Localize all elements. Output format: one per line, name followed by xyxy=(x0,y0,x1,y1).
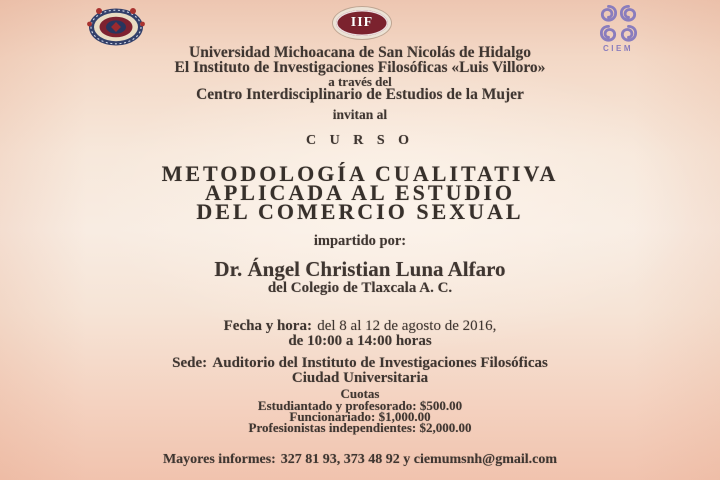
course-title-line3: DEL COMERCIO SEXUAL xyxy=(196,199,524,224)
course-title-line1: METODOLOGÍA CUALITATIVA xyxy=(161,161,559,186)
contact-line xyxy=(0,452,720,468)
date-value: del 8 al 12 de agosto de 2016, xyxy=(317,318,497,334)
fee-item-independents: Profesionistas independientes: $2,000.00 xyxy=(248,420,472,435)
ciem-spirals-icon xyxy=(594,4,642,43)
university-name: Universidad Michoacana de San Nicolás de Hidalgo xyxy=(189,44,531,61)
iif-logo-icon xyxy=(333,7,391,39)
umsnh-crest-icon xyxy=(86,3,146,49)
instructor-intro: impartido por: xyxy=(313,233,407,249)
time-line: de 10:00 a 14:00 horas xyxy=(288,333,432,349)
venue-value: Auditorio del Instituto de Investigaciones Filosóficas xyxy=(212,355,548,371)
iif-logo-label: IIF xyxy=(350,15,374,30)
course-title-line2: APLICADA AL ESTUDIO xyxy=(204,180,516,205)
venue-label: Sede: xyxy=(172,355,208,371)
ciem-logo-label: CIEM xyxy=(603,44,633,53)
instructor-name: Dr. Ángel Christian Luna Alfaro xyxy=(214,257,506,281)
center-name: Centro Interdisciplinario de Estudios de la Mujer xyxy=(196,86,524,103)
fees-heading: Cuotas xyxy=(340,386,380,401)
through-text: a través del xyxy=(328,74,392,89)
course-kicker: C U R S O xyxy=(305,133,414,148)
venue-city: Ciudad Universitaria xyxy=(291,370,429,386)
institute-name: El Instituto de Investigaciones Filosóficas «Luis Villoro» xyxy=(174,59,546,76)
invite-text: invitan al xyxy=(332,107,388,122)
fee-item-students: Estudiantado y profesorado: $500.00 xyxy=(257,398,463,413)
date-label: Fecha y hora: xyxy=(223,318,312,334)
instructor-affiliation: del Colegio de Tlaxcala A. C. xyxy=(267,280,453,296)
fee-item-staff: Funcionariado: $1,000.00 xyxy=(289,409,431,424)
contact-label: Mayores informes: xyxy=(162,452,276,467)
contact-info: 327 81 93, 373 48 92 y ciemumsnh@gmail.com xyxy=(280,452,558,467)
